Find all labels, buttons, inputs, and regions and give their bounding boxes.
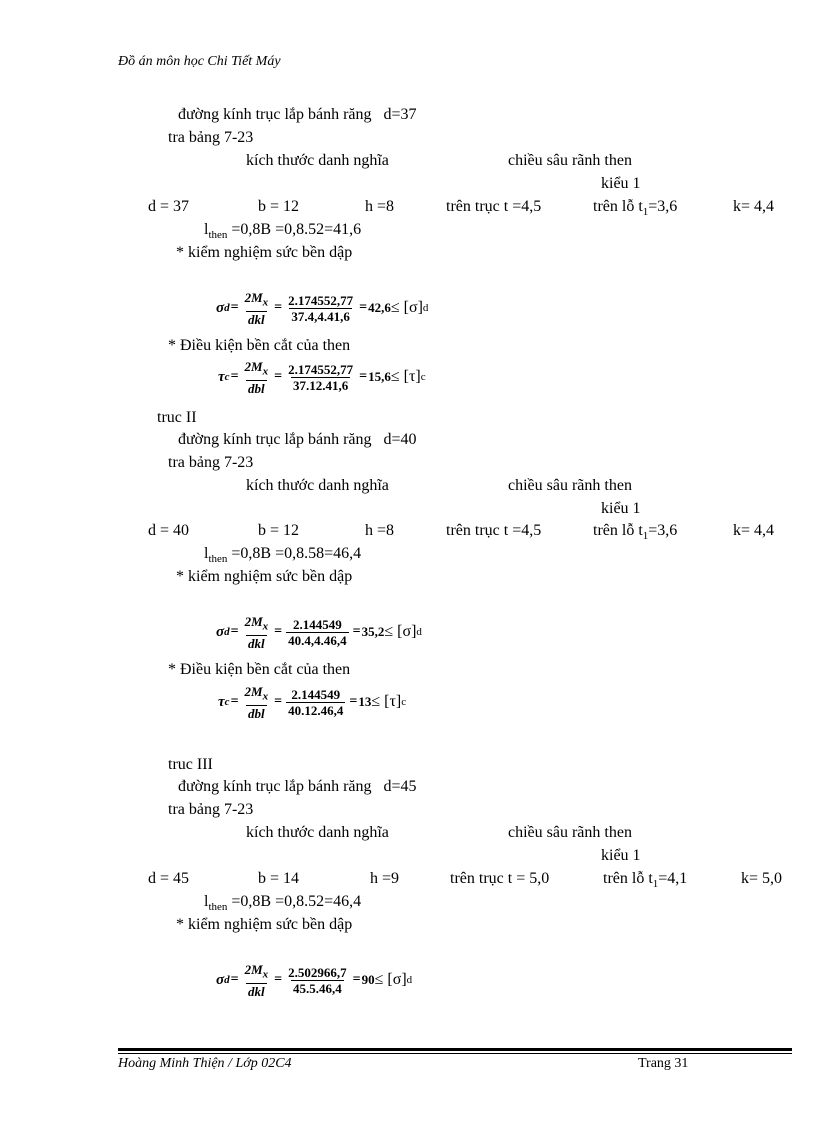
crush-formula: σ d = $2M_x$ dkl = $\frac{2.502966,7}{45.5.46,4}$ = 90 ≤ [σ] d bbox=[216, 962, 413, 999]
table-reference: tra bảng 7-23 bbox=[168, 801, 254, 818]
shaft-diameter-label: đường kính trục lắp bánh răng d=37 bbox=[178, 106, 417, 123]
dim-b: b = 14 bbox=[258, 870, 300, 887]
dim-b: b = 12 bbox=[258, 198, 300, 215]
groove-depth-label: chiều sâu rãnh then bbox=[508, 824, 632, 841]
nominal-size-label: kích thước danh nghĩa bbox=[246, 477, 389, 494]
dim-h: h =8 bbox=[365, 198, 395, 215]
shear-formula: τ c = $2M_x$ dbl = $\frac{2.144549}{40.12.46,4}$ = 13 ≤ [τ] c bbox=[218, 684, 407, 721]
dim-t1: trên lỗ $t_1=3,6$ bbox=[593, 522, 678, 543]
table-reference: tra bảng 7-23 bbox=[168, 129, 254, 146]
footer-rule-thin bbox=[118, 1053, 792, 1054]
key-length: $l_{then} =0,8B =0,8.52=46,4$ bbox=[204, 893, 362, 914]
shaft-diameter-label: đường kính trục lắp bánh răng d=40 bbox=[178, 431, 417, 448]
dim-d: d = 45 bbox=[148, 870, 190, 887]
shear-condition-label: * Điều kiện bền cắt của then bbox=[168, 661, 351, 678]
footer-rule-thick bbox=[118, 1048, 792, 1051]
type-label: kiểu 1 bbox=[601, 500, 641, 517]
nominal-size-label: kích thước danh nghĩa bbox=[246, 824, 389, 841]
dim-k: k= 4,4 bbox=[733, 198, 775, 215]
dim-h: h =9 bbox=[370, 870, 400, 887]
dim-t1: trên lỗ $t_1=3,6$ bbox=[593, 198, 678, 219]
dim-d: d = 40 bbox=[148, 522, 190, 539]
dim-t: trên trục t =4,5 bbox=[446, 198, 542, 215]
type-label: kiểu 1 bbox=[601, 847, 641, 864]
shear-formula: τ c = $2M_x$ dbl = $\frac{2.174552,77}{37.12.41,6}$ = 15,6 ≤ [τ] c bbox=[218, 359, 426, 396]
crush-formula: σ d = $2M_x$ dkl = $\frac{2.174552,77}{37.4,4.41,6}$ = 42,6 ≤ [σ] d bbox=[216, 290, 429, 327]
table-reference: tra bảng 7-23 bbox=[168, 454, 254, 471]
groove-depth-label: chiều sâu rãnh then bbox=[508, 152, 632, 169]
shear-condition-label: * Điều kiện bền cắt của then bbox=[168, 337, 351, 354]
dim-b: b = 12 bbox=[258, 522, 300, 539]
dim-t: trên trục t = 5,0 bbox=[450, 870, 550, 887]
section-title-truc-iii: truc III bbox=[168, 756, 213, 773]
document-header: Đồ án môn học Chi Tiết Máy bbox=[118, 54, 281, 69]
footer-page-number: Trang 31 bbox=[638, 1056, 689, 1071]
type-label: kiểu 1 bbox=[601, 175, 641, 192]
key-length: $l_{then} =0,8B =0,8.52=41,6$ bbox=[204, 221, 362, 242]
shaft-diameter-label: đường kính trục lắp bánh răng d=45 bbox=[178, 778, 417, 795]
footer-author: Hoàng Minh Thiện / Lớp 02C4 bbox=[118, 1056, 292, 1071]
dim-h: h =8 bbox=[365, 522, 395, 539]
dim-k: k= 4,4 bbox=[733, 522, 775, 539]
dim-t1: trên lỗ $t_1=4,1$ bbox=[603, 870, 688, 891]
dim-d: d = 37 bbox=[148, 198, 190, 215]
groove-depth-label: chiều sâu rãnh then bbox=[508, 477, 632, 494]
crush-formula: σ d = $2M_x$ dkl = $\frac{2.144549}{40.4,4.46,4}$ = 35,2 ≤ [σ] d bbox=[216, 614, 422, 651]
crush-check-label: * kiểm nghiệm sức bền dập bbox=[176, 244, 353, 261]
section-title-truc-ii: truc II bbox=[157, 409, 197, 426]
key-length: $l_{then} =0,8B =0,8.58=46,4$ bbox=[204, 545, 362, 566]
nominal-size-label: kích thước danh nghĩa bbox=[246, 152, 389, 169]
crush-check-label: * kiểm nghiệm sức bền dập bbox=[176, 916, 353, 933]
dim-k: k= 5,0 bbox=[741, 870, 783, 887]
dim-t: trên trục t =4,5 bbox=[446, 522, 542, 539]
crush-check-label: * kiểm nghiệm sức bền dập bbox=[176, 568, 353, 585]
